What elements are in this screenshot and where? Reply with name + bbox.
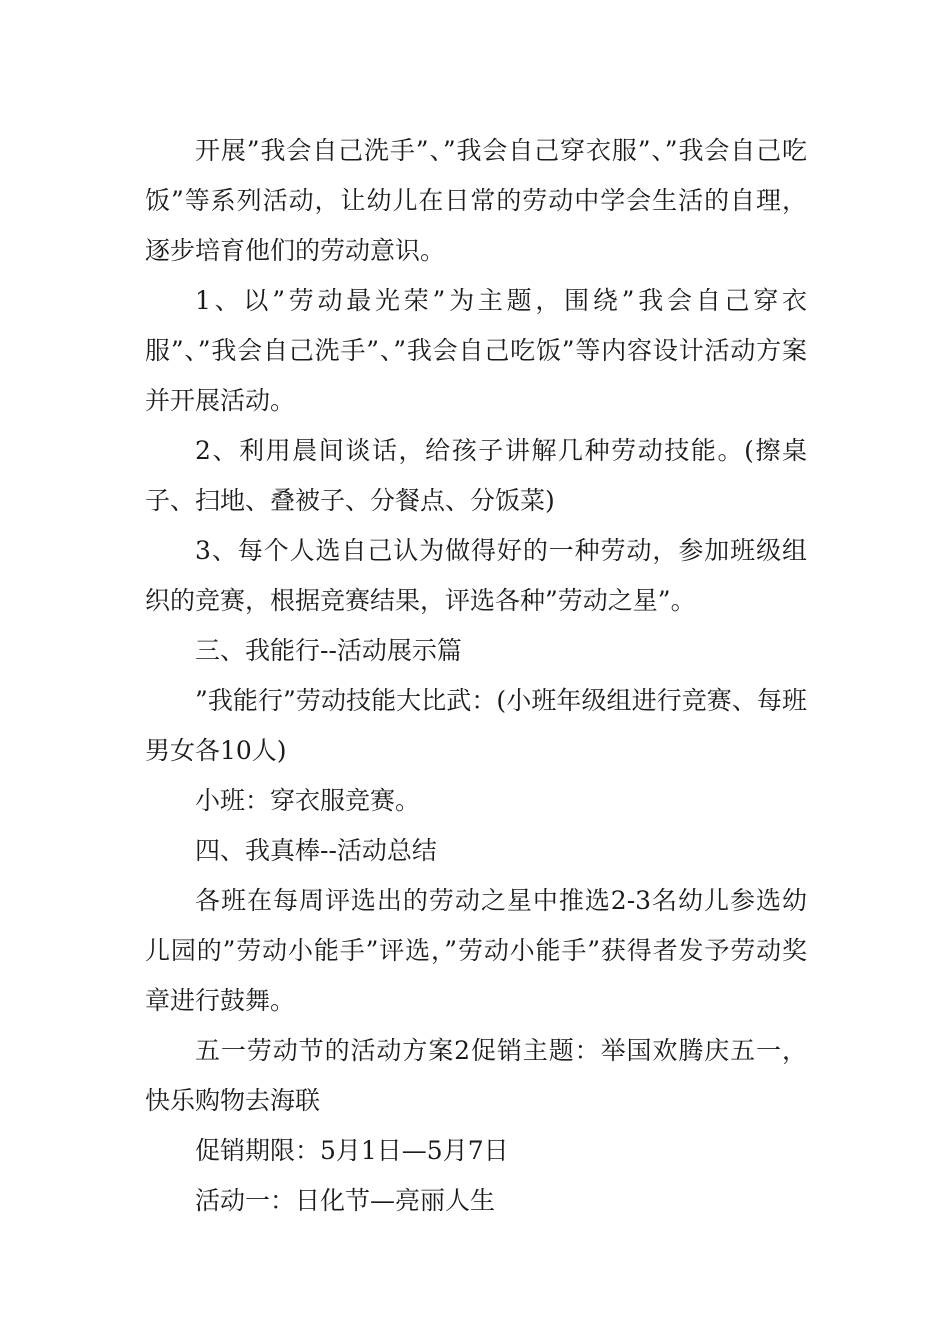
section-heading-three: 三、我能行--活动展示篇: [195, 636, 462, 665]
paragraph-summary: 各班在每周评选出的劳动之星中推选2-3名幼儿参选幼儿园的”劳动小能手”评选，”劳动小能手”获得者发予劳动奖章进行鼓舞。: [145, 886, 807, 1015]
paragraph-small-class: 小班：穿衣服竞赛。: [195, 786, 421, 815]
document-body: [145, 126, 807, 1226]
paragraph-plan-2-theme: 五一劳动节的活动方案2促销主题：举国欢腾庆五一，快乐购物去海联: [145, 1036, 807, 1115]
paragraph-competition: ”我能行”劳动技能大比武：(小班年级组进行竞赛、每班男女各10人): [145, 686, 807, 765]
paragraph-item-1: 1、以”劳动最光荣”为主题，围绕”我会自己穿衣服”、”我会自己洗手”、”我会自己吃饭”等内容设计活动方案并开展活动。: [145, 286, 807, 415]
section-heading-four: 四、我真棒--活动总结: [195, 836, 437, 865]
paragraph-promo-period: 促销期限：5月1日—5月7日: [195, 1136, 509, 1165]
paragraph-intro: 开展”我会自己洗手”、”我会自己穿衣服”、”我会自己吃饭”等系列活动，让幼儿在日常的劳动中学会生活的自理，逐步培育他们的劳动意识。: [145, 136, 807, 265]
paragraph-item-3: 3、每个人选自己认为做得好的一种劳动，参加班级组织的竞赛，根据竞赛结果，评选各种”劳动之星”。: [145, 536, 807, 615]
paragraph-item-2: 2、利用晨间谈话，给孩子讲解几种劳动技能。(擦桌子、扫地、叠被子、分餐点、分饭菜): [145, 436, 807, 515]
paragraph-activity-one: 活动一：日化节—亮丽人生: [195, 1186, 496, 1215]
